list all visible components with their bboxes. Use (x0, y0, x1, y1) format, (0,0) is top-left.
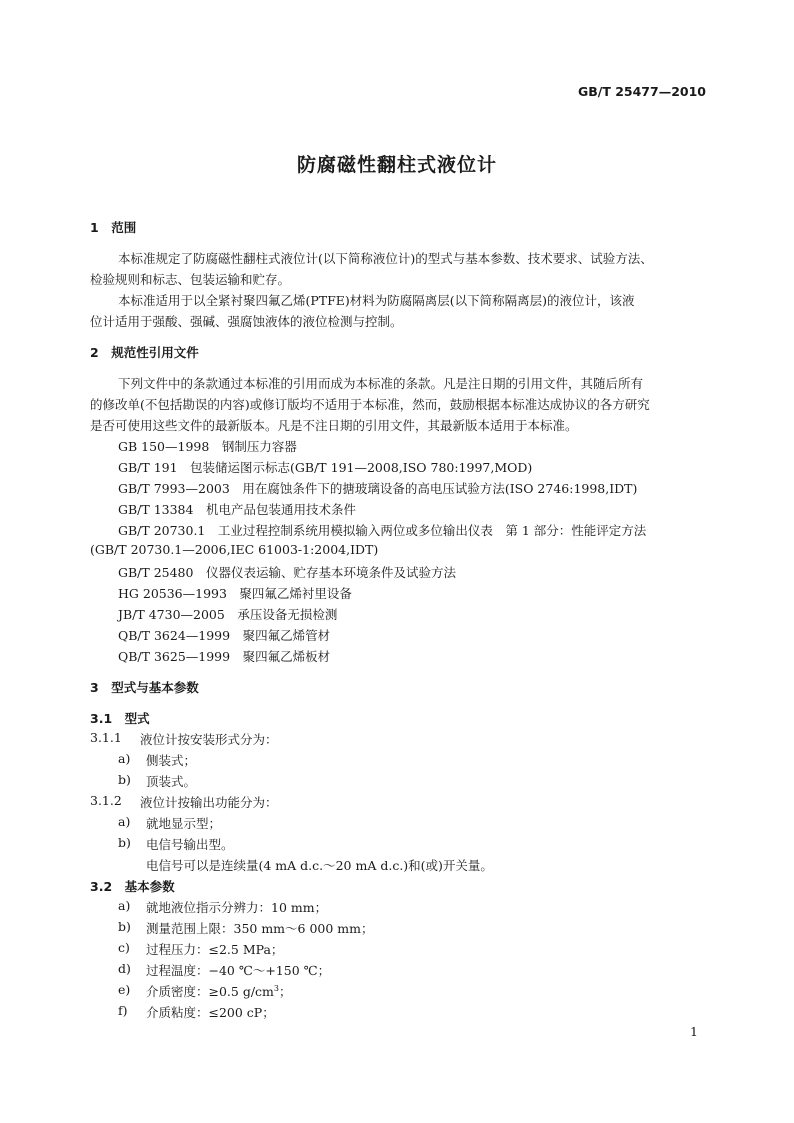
document-title: 防腐磁性翻柱式液位计 (296, 154, 497, 176)
section-1-heading: 1 范围 (90, 220, 137, 235)
reference-item: GB/T 191 包装储运图示标志(GB/T 191—2008,ISO 780:1997,MOD) (118, 460, 533, 475)
reference-item: GB 150—1998 钢制压力容器 (118, 439, 297, 454)
reference-item: HG 20536—1993 聚四氟乙烯衬里设备 (118, 586, 352, 601)
param-text: 介质密度：≥0.5 g/cm (146, 984, 274, 999)
paragraph-line: 是否可使用这些文件的最新版本。凡是不注日期的引用文件，其最新版本适用于本标准。 (90, 418, 578, 433)
list-item: 顶装式。 (146, 774, 197, 789)
paragraph-line: 位计适用于强酸、强碱、强腐蚀液体的液位检测与控制。 (90, 314, 403, 329)
list-label: c) (118, 940, 130, 955)
paragraph-line: 下列文件中的条款通过本标准的引用而成为本标准的条款。凡是注日期的引用文件，其随后所有 (118, 376, 644, 391)
standard-code: GB/T 25477—2010 (577, 84, 706, 99)
list-label: f) (118, 1003, 128, 1018)
clause-number: 3.1.1 (90, 730, 122, 745)
paragraph-line: 的修改单(不包括勘误的内容)或修订版均不适用于本标准，然而，鼓励根据本标准达成协议的各方研究 (90, 397, 650, 412)
param-item: 测量范围上限：350 mm～6 000 mm； (146, 921, 374, 936)
list-item: 就地显示型； (146, 816, 222, 831)
reference-item: GB/T 13384 机电产品包装通用技术条件 (118, 502, 356, 517)
list-label: d) (118, 961, 131, 976)
list-label: e) (118, 982, 131, 997)
superscript: 3 (273, 983, 279, 993)
list-item: 电信号输出型。 (146, 837, 234, 852)
section-3-2-heading: 3.2 基本参数 (90, 879, 175, 894)
reference-item: QB/T 3625—1999 聚四氟乙烯板材 (118, 649, 331, 664)
list-label: b) (118, 772, 131, 787)
list-label: a) (118, 814, 131, 829)
paragraph-line: 本标准适用于以全紧衬聚四氟乙烯(PTFE)材料为防腐隔离层(以下简称隔离层)的液位计，该液 (118, 293, 635, 308)
reference-item: QB/T 3624—1999 聚四氟乙烯管材 (118, 628, 331, 643)
param-item (146, 982, 292, 1000)
reference-item: (GB/T 20730.1—2006,IEC 61003-1:2004,IDT) (90, 542, 379, 557)
reference-item: GB/T 7993—2003 用在腐蚀条件下的搪玻璃设备的高电压试验方法(ISO 2746:1998,IDT) (118, 481, 638, 496)
page-number: 1 (690, 1024, 698, 1039)
list-item: 侧装式； (146, 753, 197, 768)
clause-text: 液位计按输出功能分为： (140, 795, 278, 810)
section-3-1-heading: 3.1 型式 (90, 711, 150, 726)
reference-item: GB/T 25480 仪器仪表运输、贮存基本环境条件及试验方法 (118, 565, 456, 580)
clause-number: 3.1.2 (90, 793, 122, 808)
clause-text: 液位计按安装形式分为： (140, 732, 278, 747)
list-label: b) (118, 835, 131, 850)
list-label: a) (118, 898, 131, 913)
reference-item: JB/T 4730—2005 承压设备无损检测 (118, 607, 338, 622)
paragraph-line: 检验规则和标志、包装运输和贮存。 (90, 272, 291, 287)
section-2-heading: 2 规范性引用文件 (90, 345, 199, 360)
param-item: 过程温度：−40 ℃～+150 ℃； (146, 963, 331, 978)
list-label: a) (118, 751, 131, 766)
param-item: 过程压力：≤2.5 MPa； (146, 942, 284, 957)
param-item: 介质粘度：≤200 cP； (146, 1005, 275, 1020)
note-text: 电信号可以是连续量(4 mA d.c.～20 mA d.c.)和(或)开关量。 (146, 858, 493, 873)
section-3-heading: 3 型式与基本参数 (90, 680, 199, 695)
param-end: ； (279, 984, 292, 999)
paragraph-line: 本标准规定了防腐磁性翻柱式液位计(以下简称液位计)的型式与基本参数、技术要求、试验方法、 (118, 251, 653, 266)
list-label: b) (118, 919, 131, 934)
param-item: 就地液位指示分辨力：10 mm； (146, 900, 328, 915)
reference-item: GB/T 20730.1 工业过程控制系统用模拟输入两位或多位输出仪表 第 1 部分：性能评定方法 (118, 523, 647, 538)
